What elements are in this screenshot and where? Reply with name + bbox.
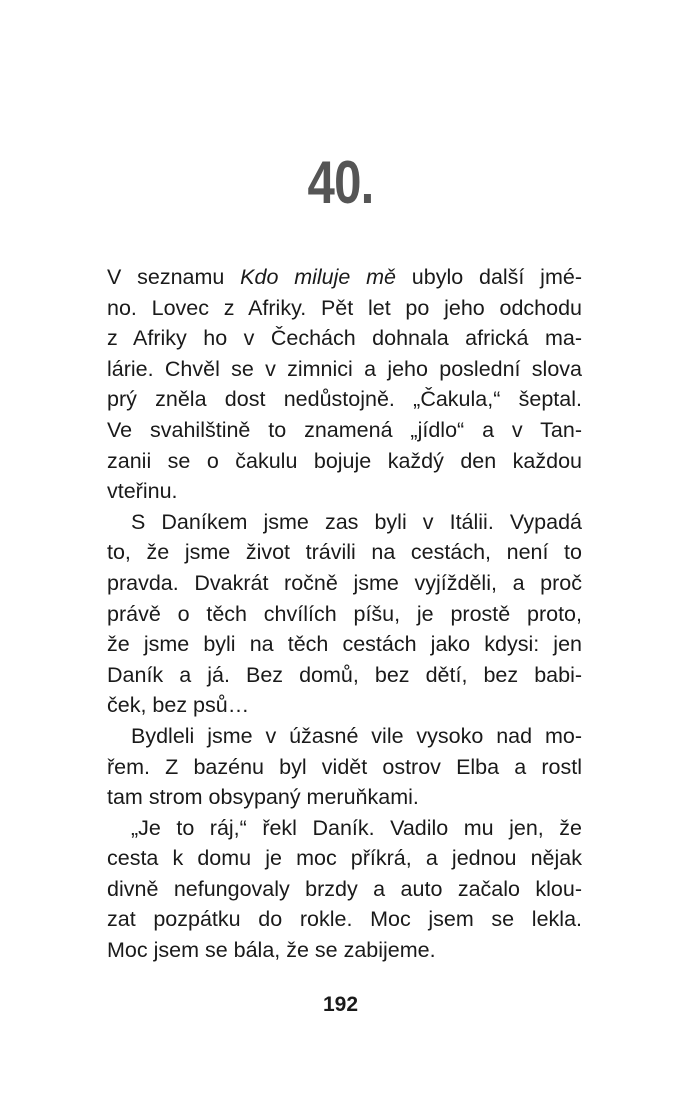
text-line: právě o těch chvílích píšu, je prostě proto,	[107, 601, 582, 626]
text-line: z Afriky ho v Čechách dohnala africká ma-	[107, 326, 582, 351]
body-text	[107, 262, 582, 966]
book-title: Kdo miluje mě	[240, 265, 397, 289]
text-line: že jsme byli na těch cestách jako kdysi: jen	[107, 632, 582, 657]
text-line: Moc jsem se bála, že se zabijeme.	[107, 938, 436, 963]
text-line: no. Lovec z Afriky. Pět let po jeho odchodu	[107, 295, 582, 320]
text-line: tam strom obsypaný meruňkami.	[107, 785, 419, 810]
text-line: zanii se o čakulu bojuje každý den každou	[107, 448, 582, 473]
text-line: zat pozpátku do rokle. Moc jsem se lekla.	[107, 907, 582, 932]
text-line: Daník a já. Bez domů, bez dětí, bez babi-	[107, 662, 582, 687]
text-line: vteřinu.	[107, 479, 178, 504]
text-line: pravda. Dvakrát ročně jsme vyjížděli, a proč	[107, 570, 582, 595]
text-line: prý zněla dost nedůstojně. „Čakula,“ šeptal.	[107, 387, 582, 412]
text-line: Bydleli jsme v úžasné vile vysoko nad mo-	[131, 723, 582, 748]
text-line: lárie. Chvěl se v zimnici a jeho poslední slova	[107, 356, 582, 381]
text-line: cesta k domu je moc příkrá, a jednou nějak	[107, 846, 582, 871]
paragraph-3	[107, 721, 582, 813]
text-line: V seznamu Kdo miluje mě ubylo další jmé-	[107, 265, 582, 289]
text-line: řem. Z bazénu byl vidět ostrov Elba a rostl	[107, 754, 582, 779]
chapter-number: 40.	[307, 149, 374, 216]
page-number: 192	[322, 993, 359, 1016]
paragraph-2	[107, 507, 582, 721]
text-line: S Daníkem jsme zas byli v Itálii. Vypadá	[131, 509, 582, 534]
paragraph-1	[107, 262, 582, 507]
paragraph-4	[107, 813, 582, 966]
text-line: „Je to ráj,“ řekl Daník. Vadilo mu jen, že	[131, 815, 582, 840]
text-line: divně nefungovaly brzdy a auto začalo klou-	[107, 876, 582, 901]
text-line: ček, bez psů…	[107, 693, 250, 718]
text-line: Ve svahilštině to znamená „jídlo“ a v Tan-	[107, 417, 582, 442]
text-line: to, že jsme život trávili na cestách, není to	[107, 540, 582, 565]
